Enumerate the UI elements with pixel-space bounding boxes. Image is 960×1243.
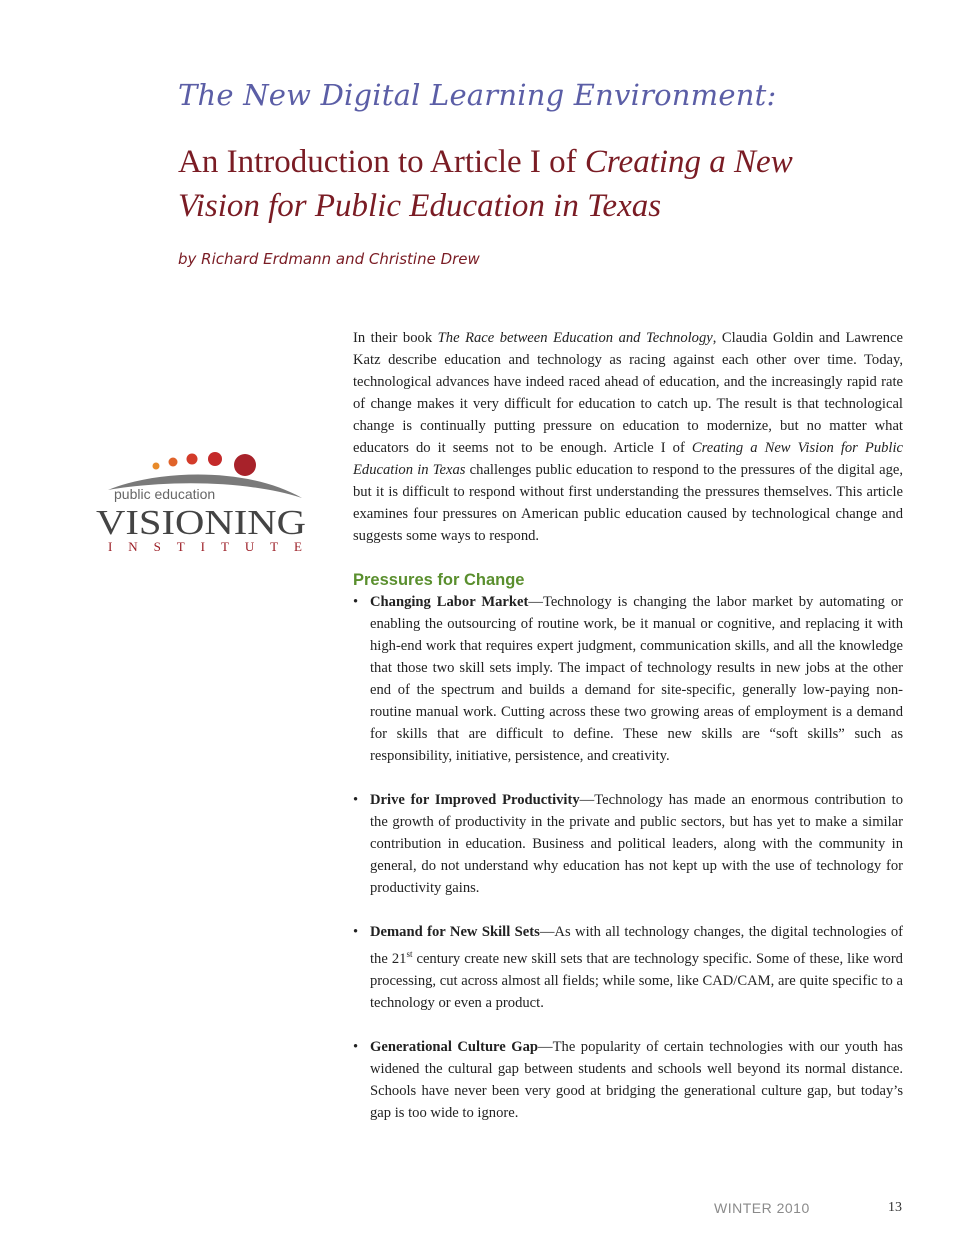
section-heading: Pressures for Change: [353, 571, 525, 589]
page-number: 13: [888, 1200, 902, 1215]
item-text-a: —As with all technology changes, the digital technologies of the 21: [370, 924, 903, 967]
item-term: Generational Culture Gap: [370, 1038, 539, 1055]
bullet-icon: •: [353, 792, 359, 808]
logo-dot-1: [153, 463, 160, 470]
logo-line2: VISIONING: [96, 503, 306, 542]
item-text: —The popularity of certain technologies with our youth has widened the cultural gap between students and schools well beyond its normal distance. Schools have never been very good at bridging the generational culture gap, but today’s gap is too wide to ignore.: [370, 1038, 903, 1121]
item-term: Drive for Improved Productivity: [370, 792, 580, 808]
logo-line3: INSTITUTE: [108, 539, 302, 554]
intro-text-2: , Claudia Goldin and Lawrence Katz describe education and technology as racing against each other over time. Today, technological advances have indeed raced ahead of education, and the increasingly rapid rate of change makes it very difficult for education to catch up. The result is that technological change is continually putting pressure on education to modernize, but no matter what educators do it seems not to be enough. Article I of: [353, 330, 903, 456]
intro-text-1: In their book: [353, 330, 438, 346]
item-term: Demand for New Skill Sets: [370, 924, 540, 940]
ordinal-suffix: st: [406, 949, 413, 959]
title-italic-2: Vision for Public Education in Texas: [178, 188, 662, 224]
item-text-b: century create new skill sets that are technology specific. Some of these, like word processing, cut across almost all fields; while some, like CAD/CAM, are quite specific to a technology or even a product.: [370, 950, 903, 1011]
article-title: [178, 140, 878, 228]
list-item: [353, 1036, 903, 1124]
article-title-ref: Creating a New Vision for Public Education in Texas: [353, 440, 903, 478]
bullet-icon: •: [353, 924, 359, 940]
article-body: [353, 327, 903, 1146]
bullet-icon: •: [353, 1038, 359, 1055]
title-italic-1: Creating a New: [584, 144, 793, 180]
logo-dot-2: [169, 458, 178, 467]
logo-dot-5: [234, 454, 256, 476]
byline: by Richard Erdmann and Christine Drew: [178, 250, 480, 268]
intro-paragraph: [353, 327, 903, 547]
article-kicker: The New Digital Learning Environment:: [178, 78, 777, 112]
pressures-list: [353, 591, 903, 1124]
logo-dot-3: [187, 454, 198, 465]
visioning-institute-logo: [96, 450, 308, 554]
list-item: [353, 789, 903, 899]
list-item: [353, 921, 903, 1014]
title-part1: An Introduction to Article I of: [178, 144, 585, 180]
logo-line1: public education: [114, 486, 216, 502]
bullet-icon: •: [353, 594, 359, 610]
list-item: [353, 591, 903, 767]
intro-text-3: challenges public education to respond to the pressures of the digital age, but it is difficult to respond without first understanding the pressures themselves. This article examines four pressures on American public education caused by technological change and suggests some ways to respond.: [353, 462, 903, 544]
book-title: The Race between Education and Technology: [437, 330, 713, 346]
item-text: —Technology is changing the labor market by automating or enabling the outsourcing of routine work, be it manual or cognitive, and replacing it with high-end work that requires expert judgment, communication skills, and all the knowledge that those two skill sets imply. The impact of technology results in new jobs at the other end of the spectrum and builds a demand for site-specific, generally low-paying non-routine manual work. Cutting across these two growing areas of employment is a demand for skills that are difficult to define. These new skills are “soft skills” such as responsibility, initiative, persistence, and creativity.: [370, 594, 903, 764]
issue-season: WINTER 2010: [714, 1200, 810, 1216]
logo-dot-4: [208, 452, 222, 466]
item-term: Changing Labor Market: [370, 594, 529, 610]
item-text: —Technology has made an enormous contribution to the growth of productivity in the private and public sectors, but has yet to make a similar contribution in education. Business and political leaders, along with the community in general, do not understand why education has not kept up with the use of technology for productivity gains.: [370, 792, 904, 896]
